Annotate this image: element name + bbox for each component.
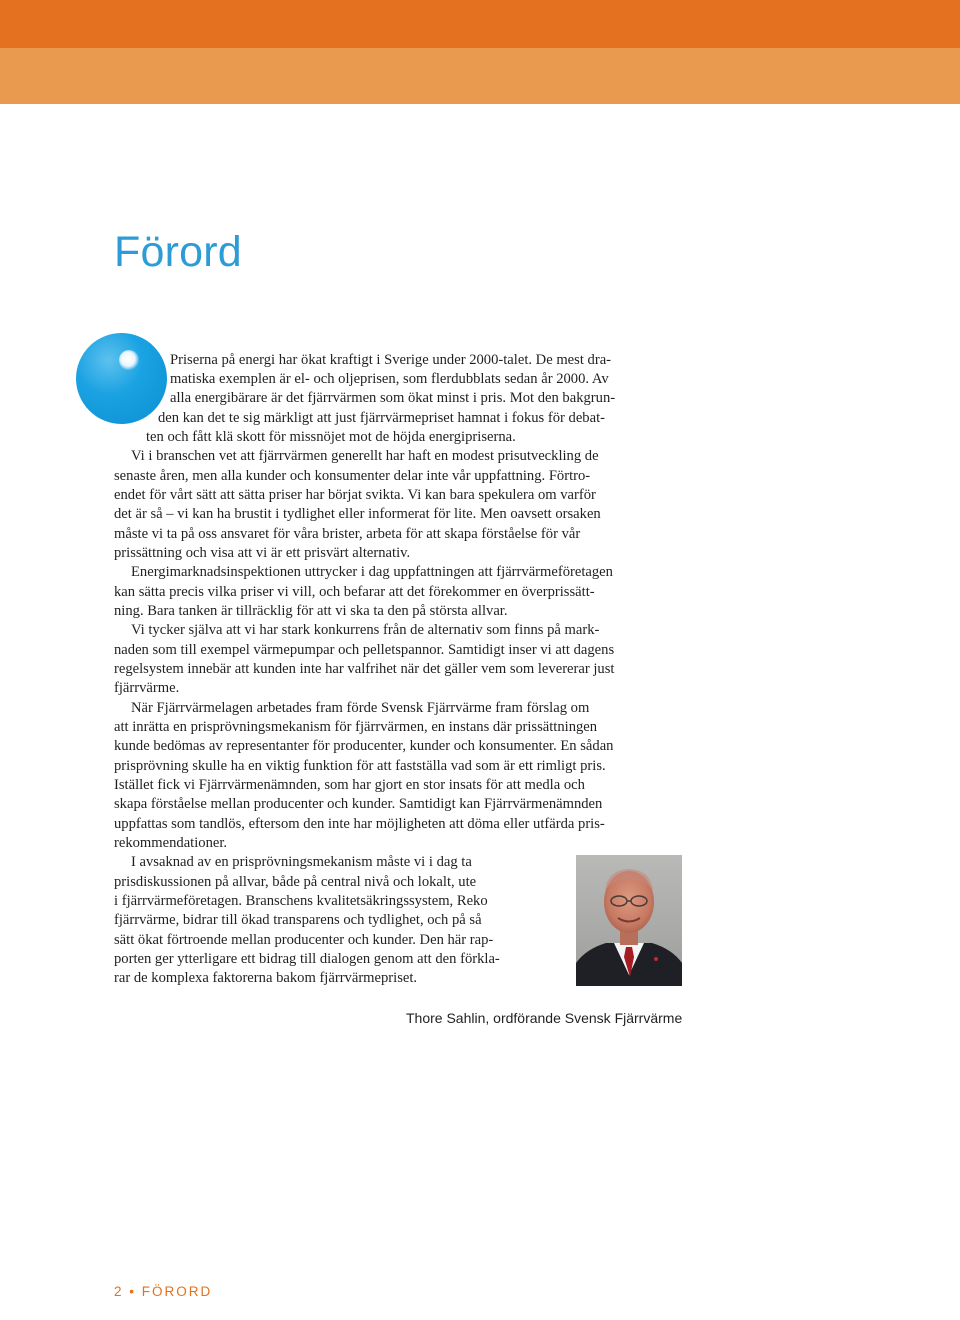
text-line: rekommendationer. [114, 835, 228, 851]
text-line: senaste åren, men alla kunder och konsumenter delar inte vår uppfattning. Förtro- [114, 468, 591, 484]
text-line: naden som till exempel värmepumpar och pelletspannor. Samtidigt inser vi att dagens [114, 642, 615, 658]
sphere-highlight [119, 350, 139, 370]
text-line: I avsaknad av en prisprövningsmekanism måste vi i dag ta [131, 854, 472, 870]
portrait-illustration [576, 855, 682, 986]
text-line: prisprövning skulle ha en viktig funktion för att fastställa vad som är ett rimligt pris. [114, 758, 606, 774]
text-line: porten ger ytterligare ett bidrag till dialogen genom att den förkla- [114, 951, 500, 967]
text-line: prissättning och visa att vi är ett prisvärt alternativ. [114, 545, 411, 561]
text-line: skapa förståelse mellan producenter och kunder. Samtidigt kan Fjärrvärmenämnden [114, 796, 603, 812]
header-band-dark [0, 0, 960, 48]
text-line: ten och fått klä skott för missnöjet mot de höjda energipriserna. [146, 429, 516, 445]
text-line: endet för vårt sätt att sätta priser har börjat svikta. Vi kan bara spekulera om varför [114, 487, 596, 503]
text-line: i fjärrvärmeföretagen. Branschens kvalitetsäkringssystem, Reko [114, 893, 488, 909]
page-footer: 2 • FÖRORD [114, 1284, 213, 1299]
text-line: det är så – vi kan ha brustit i tydlighet eller informerat för lite. Men oavsett orsaken [114, 506, 601, 522]
text-line: Vi tycker själva att vi har stark konkurrens från de alternativ som finns på mark- [131, 622, 600, 638]
text-line: sätt ökat förtroende mellan producenter och kunder. Den här rap- [114, 932, 494, 948]
text-line: att inrätta en prisprövningsmekanism för fjärrvärmen, en instans där prissättningen [114, 719, 598, 735]
signature: Thore Sahlin, ordförande Svensk Fjärrvärme [406, 1010, 683, 1026]
text-line: ning. Bara tanken är tillräcklig för att vi ska ta den på största allvar. [114, 603, 508, 619]
text-line: kunde bedömas av representanter för producenter, kunder och konsumenter. En sådan [114, 738, 614, 754]
blue-sphere-icon [76, 333, 167, 424]
text-line: Energimarknadsinspektionen uttrycker i dag uppfattningen att fjärrvärmeföretagen [131, 564, 613, 580]
text-line: uppfattas som tandlös, eftersom den inte har möjligheten att döma eller utfärda pris- [114, 816, 605, 832]
text-line: rar de komplexa faktorerna bakom fjärrvärmepriset. [114, 970, 418, 986]
text-line: fjärrvärme, bidrar till ökad transparens och tydlighet, och på så [114, 912, 482, 928]
text-line: Priserna på energi har ökat kraftigt i Sverige under 2000-talet. De mest dra- [170, 352, 612, 368]
text-line: Vi i branschen vet att fjärrvärmen generellt har haft en modest prisutveckling de [131, 448, 599, 464]
text-line: fjärrvärme. [114, 680, 180, 696]
text-line: matiska exemplen är el- och oljeprisen, som flerdubblats sedan år 2000. Av [170, 371, 609, 387]
text-line: alla energibärare är det fjärrvärmen som ökat minst i pris. Mot den bakgrun- [170, 390, 616, 406]
text-line: prisdiskussionen på allvar, både på central nivå och lokalt, ute [114, 874, 477, 890]
text-line: kan sätta precis vilka priser vi vill, och befarar att det förekommer en överprissätt- [114, 584, 595, 600]
page-title: Förord [114, 228, 242, 276]
text-line: regelsystem innebär att kunden inte har valfrihet när det gäller vem som levererar just [114, 661, 615, 677]
text-line: Istället fick vi Fjärrvärmenämnden, som har gjort en stor insats för att medla och [114, 777, 585, 793]
text-line: måste vi ta på oss ansvaret för våra brister, arbeta för att skapa förståelse för vår [114, 526, 581, 542]
portrait-photo [576, 855, 682, 986]
text-line: När Fjärrvärmelagen arbetades fram förde Svensk Fjärrvärme fram förslag om [131, 700, 590, 716]
text-line: den kan det te sig märkligt att just fjärrvärmepriset hamnat i fokus för debat- [158, 410, 605, 426]
